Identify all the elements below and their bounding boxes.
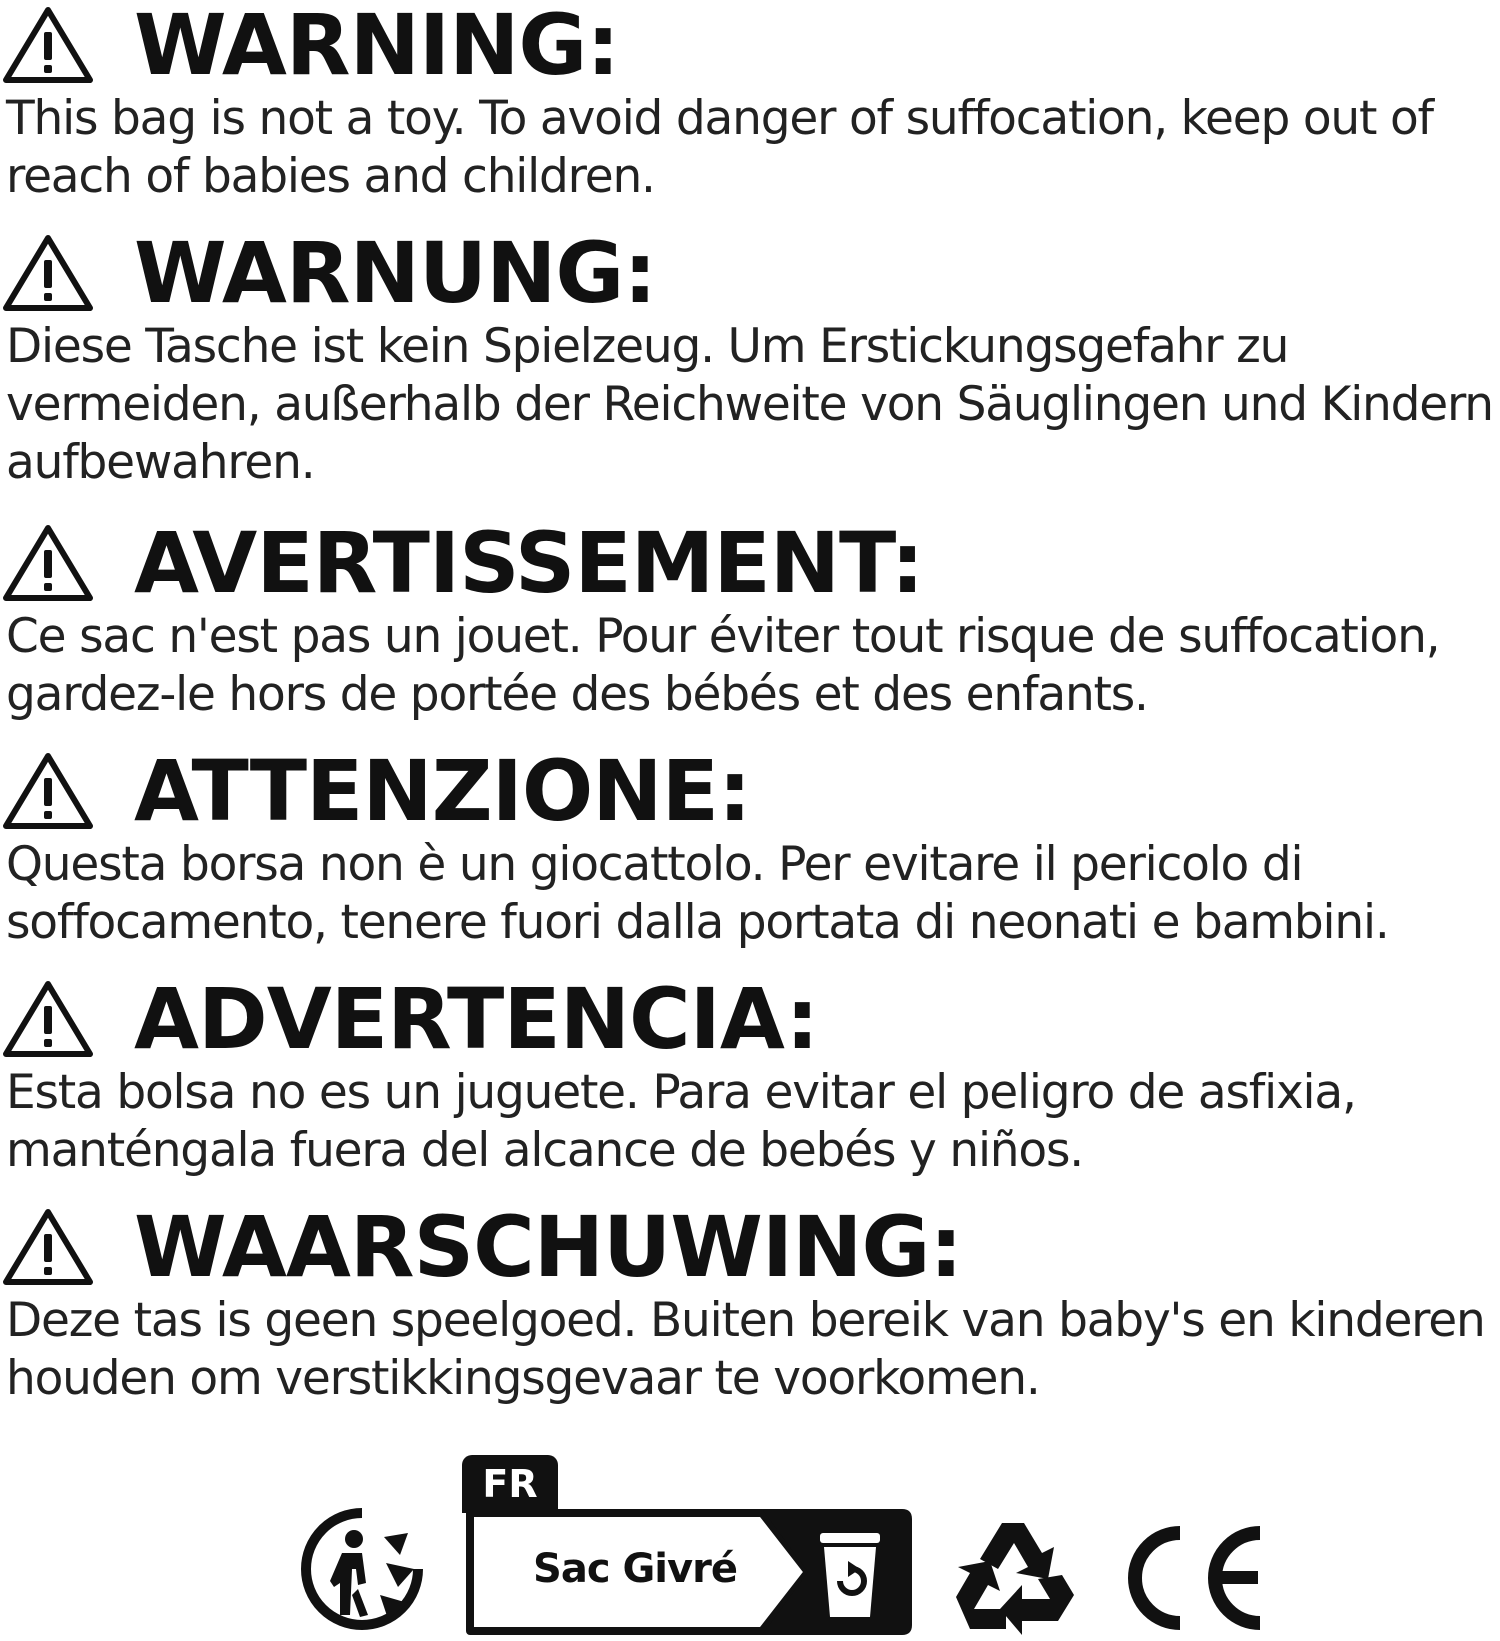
warning-block-en (0, 0, 1500, 206)
warning-triangle-icon (2, 1208, 94, 1286)
warning-triangle-icon (2, 6, 94, 84)
warning-text: This bag is not a toy. To avoid danger of suffocation, keep out of reach of babies and children. (6, 91, 1433, 204)
warning-block-fr (0, 514, 1500, 724)
warning-heading-row (0, 970, 1500, 1068)
warning-heading: WAARSCHUWING: (134, 1198, 962, 1296)
warning-heading-row (0, 742, 1500, 840)
warning-heading: AVERTISSEMENT: (134, 514, 924, 612)
recycling-symbols-row (0, 1455, 1500, 1641)
warning-triangle-icon (2, 752, 94, 830)
warning-text: Ce sac n'est pas un jouet. Pour éviter tout risque de suffocation, gardez-le hors de portée des bébés et des enfants. (6, 609, 1440, 722)
warning-block-es (0, 970, 1500, 1180)
warning-block-de (0, 224, 1500, 492)
warning-heading-row (0, 514, 1500, 612)
warning-block-it (0, 742, 1500, 952)
fr-country-tab: FR (462, 1455, 558, 1513)
warning-triangle-icon (2, 980, 94, 1058)
warning-text: Esta bolsa no es un juguete. Para evitar el peligro de asfixia, manténgala fuera del alcance de bebés y niños. (6, 1065, 1356, 1178)
triman-icon (296, 1503, 428, 1635)
warning-heading-row (0, 1198, 1500, 1296)
warning-heading: ADVERTENCIA: (134, 970, 819, 1068)
sorting-label: Sac Givré (533, 1546, 737, 1592)
warning-triangle-icon (2, 524, 94, 602)
warning-heading-row (0, 224, 1500, 322)
warning-block-nl (0, 1198, 1500, 1408)
warning-text: Diese Tasche ist kein Spielzeug. Um Erstickungsgefahr zu vermeiden, außerhalb der Reichweite von Säuglingen und Kindern aufbewahren. (6, 319, 1493, 490)
warning-heading: WARNING: (134, 0, 619, 94)
warning-text: Deze tas is geen speelgoed. Buiten bereik van baby's en kinderen houden om verstikkingsgevaar te voorkomen. (6, 1293, 1485, 1406)
warning-heading-row (0, 0, 1500, 94)
ce-mark-icon (1118, 1525, 1268, 1631)
warning-heading: WARNUNG: (134, 224, 656, 322)
warning-text: Questa borsa non è un giocattolo. Per evitare il pericolo di soffocamento, tenere fuori dalla portata di neonati e bambini. (6, 837, 1389, 950)
recycle-icon (950, 1517, 1076, 1635)
warning-triangle-icon (2, 234, 94, 312)
warning-heading: ATTENZIONE: (134, 742, 751, 840)
